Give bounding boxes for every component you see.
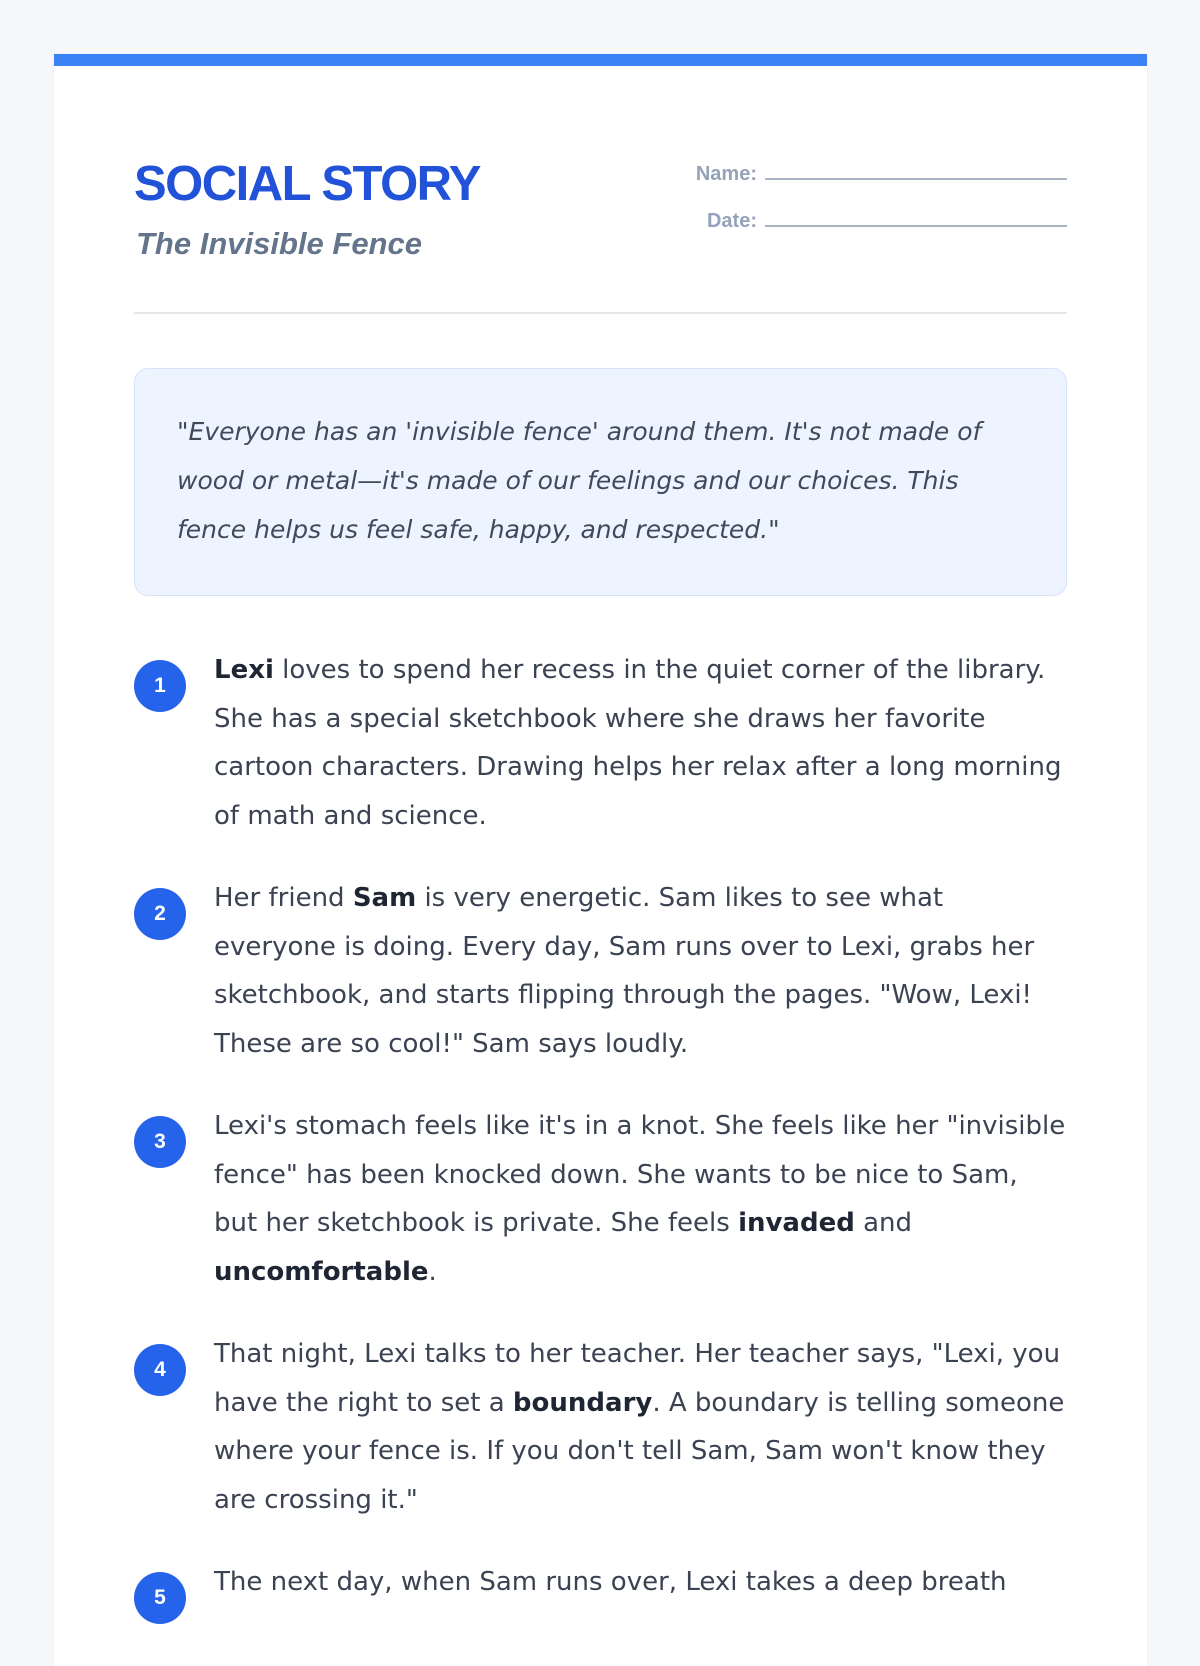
step-text: Her friend Sam is very energetic. Sam likes to see what everyone is doing. Every day, Sam runs over to Lexi, grabs her sketchbook, and starts flipping through the pages. "Wow, Lexi! These are so cool!" Sam says loudly. [214,883,1035,1059]
date-row [667,201,1067,231]
intro-quote: "Everyone has an 'invisible fence' around them. It's not made of wood or metal—it's made of our feelings and our choices. This fence helps us feel safe, happy, and respected." [177,417,982,544]
step-number-badge: 5 [134,1572,186,1624]
story-steps [134,646,1067,1607]
name-label: Name: [695,163,757,185]
name-row [667,154,1067,184]
bold-term: invaded [738,1208,855,1238]
step-text: Lexi's stomach feels like it's in a knot. She feels like her "invisible fence" has been knocked down. She wants to be nice to Sam, but her sketchbook is private. She feels invaded and uncomfortable. [214,1111,1066,1287]
worksheet-header [134,66,1067,314]
date-blank-line[interactable] [765,225,1067,227]
story-step [134,1102,1067,1296]
page-title: SOCIAL STORY [134,157,480,211]
step-number-badge: 4 [134,1344,186,1396]
bold-term: uncomfortable [214,1256,429,1287]
step-text: Lexi loves to spend her recess in the quiet corner of the library. She has a special sketchbook where she draws her favorite cartoon characters. Drawing helps her relax after a long morning of math and science. [214,655,1062,831]
story-step [134,646,1067,840]
story-step [134,1558,1067,1607]
name-blank-line[interactable] [765,178,1067,180]
bold-term: Lexi [214,655,274,685]
intro-quote-box [134,368,1067,596]
story-subtitle: The Invisible Fence [136,226,422,261]
worksheet-page [54,54,1147,1666]
bold-term: boundary [512,1387,653,1418]
bold-term: Sam [352,883,417,913]
step-number-badge: 2 [134,888,186,940]
date-label: Date: [706,210,757,232]
worksheet-content [134,66,1067,1641]
student-info [667,154,1067,248]
step-text: The next day, when Sam runs over, Lexi takes a deep breath [214,1567,1007,1597]
story-step [134,1330,1067,1524]
story-step [134,874,1067,1068]
step-text: That night, Lexi talks to her teacher. Her teacher says, "Lexi, you have the right to set a boundary. A boundary is telling someone where your fence is. If you don't tell Sam, Sam won't know they are crossing it." [214,1339,1065,1515]
step-number-badge: 1 [134,660,186,712]
step-number-badge: 3 [134,1116,186,1168]
